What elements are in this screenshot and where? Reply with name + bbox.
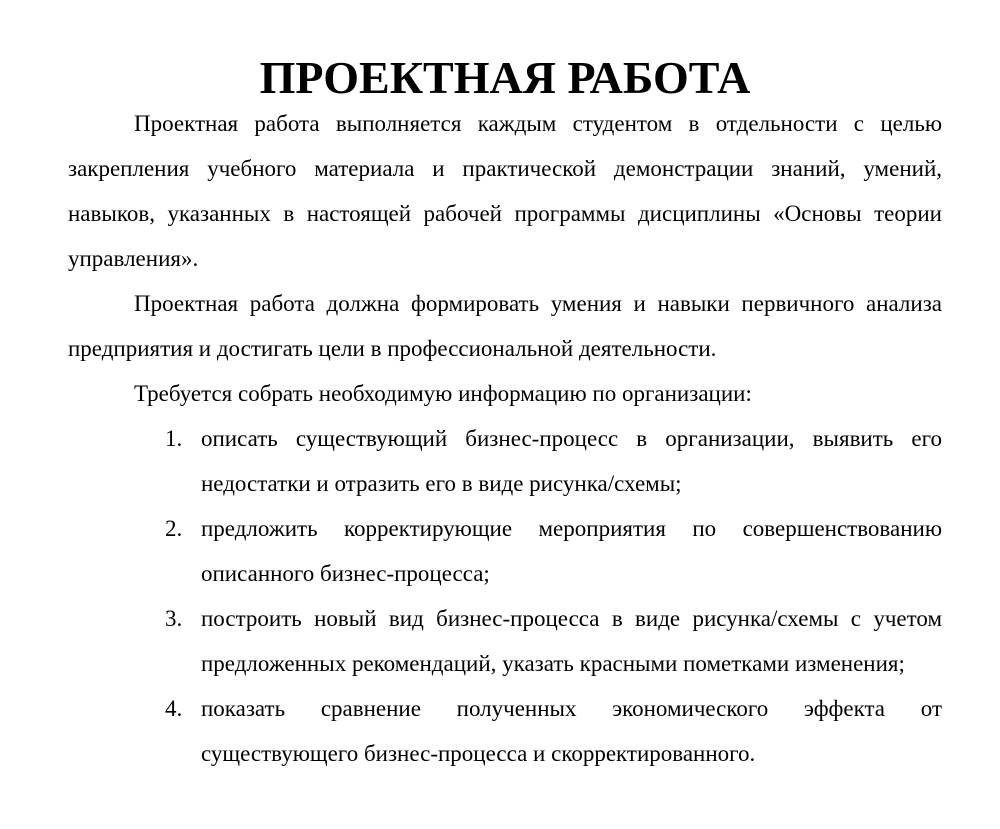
list-item-text: предложить корректирующие мероприятия по совершенствованию описанного бизнес-процесса; xyxy=(201,516,942,586)
list-item-number: 3. xyxy=(165,606,183,631)
list-item xyxy=(68,596,942,686)
list-item xyxy=(68,686,942,776)
paragraph-skills: Проектная работа должна формировать умения и навыки первичного анализа предприятия и достигать цели в профессиональной деятельности. xyxy=(68,291,942,361)
paragraph-purpose: Проектная работа выполняется каждым студентом в отдельности с целью закрепления учебного материала и практической демонстрации знаний, умений, навыков, указанных в настоящей рабочей программы дисциплины «Основы теории управления». xyxy=(68,111,942,271)
list-intro: Требуется собрать необходимую информацию по организации: xyxy=(134,381,752,406)
list-item-number: 1. xyxy=(165,426,183,451)
document-page xyxy=(68,52,942,776)
requirements-list xyxy=(68,416,942,776)
list-item xyxy=(68,506,942,596)
list-item-number: 4. xyxy=(165,696,183,721)
list-item-text: показать сравнение полученных экономического эффекта от существующего бизнес-процесса и скорректированного. xyxy=(201,696,942,766)
document-title: ПРОЕКТНАЯ РАБОТА xyxy=(259,52,751,103)
list-item xyxy=(68,416,942,506)
list-item-text: построить новый вид бизнес-процесса в виде рисунка/схемы с учетом предложенных рекомендаций, указать красными пометками изменения; xyxy=(201,606,942,676)
list-item-text: описать существующий бизнес-процесс в организации, выявить его недостатки и отразить его в виде рисунка/схемы; xyxy=(201,426,942,496)
list-item-number: 2. xyxy=(165,516,183,541)
